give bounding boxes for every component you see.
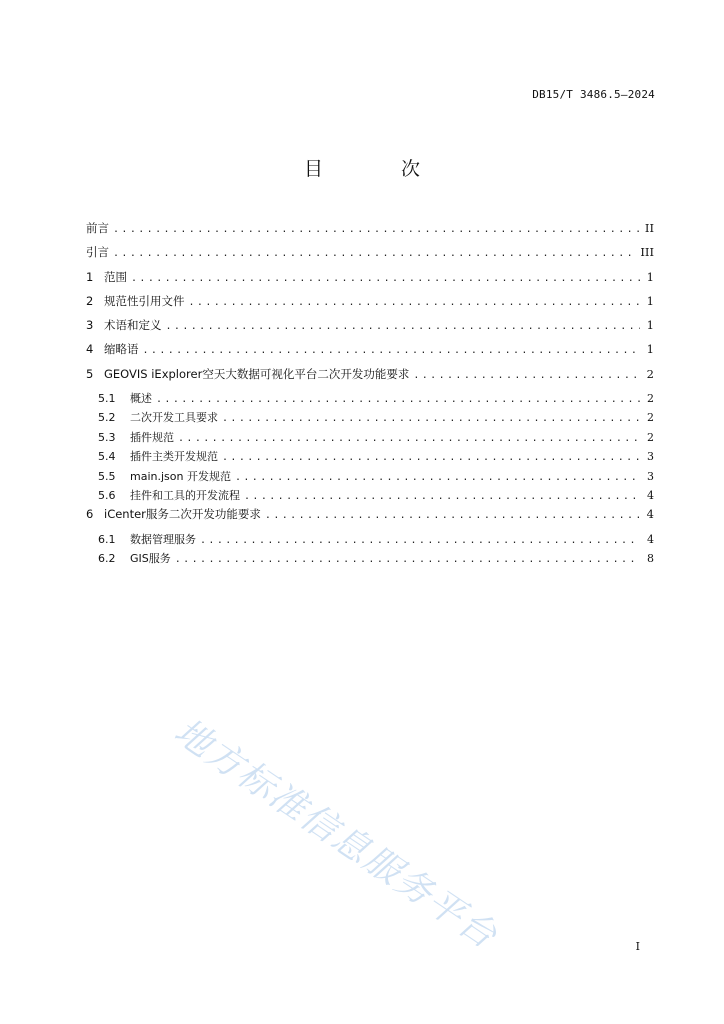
- toc-entry-number: 5.1: [98, 392, 116, 406]
- toc-entry[interactable]: [86, 341, 654, 365]
- toc-entry-page: 1: [646, 342, 654, 357]
- toc-entry-page: II: [644, 221, 654, 235]
- toc-entry[interactable]: [86, 429, 654, 448]
- watermark: 地方标准信息服务平台: [166, 710, 505, 958]
- toc-entry-number: 6.2: [98, 552, 116, 566]
- toc-entry[interactable]: [86, 468, 654, 487]
- page-title: 目 次: [303, 158, 457, 180]
- toc-entry-page: 3: [647, 450, 654, 464]
- toc-leader-dots: [222, 413, 640, 424]
- toc-entry-label: 插件规范: [130, 430, 174, 444]
- toc-entry-page: III: [640, 245, 654, 260]
- footer-page-number: I: [635, 940, 640, 953]
- toc-entry-number: 4: [86, 342, 94, 357]
- toc-entry-label: 概述: [130, 392, 152, 406]
- toc-entry-page: 4: [647, 532, 654, 546]
- toc-entry-page: 3: [647, 469, 654, 483]
- toc-entry[interactable]: [86, 317, 654, 341]
- toc-entry-label: GEOVIS iExplorer空天大数据可视化平台二次开发功能要求: [104, 366, 410, 381]
- toc-entry-page: 2: [646, 366, 654, 381]
- table-of-contents: [86, 220, 654, 570]
- toc-entry-page: 1: [646, 293, 654, 308]
- toc-entry-page: 2: [647, 430, 654, 444]
- toc-entry-page: 1: [646, 318, 654, 333]
- toc-entry-number: 5.6: [98, 489, 116, 503]
- toc-leader-dots: [235, 472, 640, 483]
- toc-entry-number: 2: [86, 293, 94, 308]
- toc-entry-number: 5.2: [98, 411, 116, 425]
- toc-entry-label: 数据管理服务: [130, 532, 196, 546]
- toc-entry-page: 1: [646, 269, 654, 284]
- toc-leader-dots: [175, 554, 640, 565]
- toc-leader-dots: [156, 394, 640, 405]
- toc-entry-number: 5.3: [98, 430, 116, 444]
- toc-leader-dots: [166, 321, 641, 332]
- toc-entry-page: 2: [647, 411, 654, 425]
- toc-entry-label: GIS服务: [130, 552, 171, 566]
- toc-leader-dots: [200, 535, 640, 546]
- toc-entry-label: 术语和定义: [104, 318, 162, 333]
- toc-entry[interactable]: [86, 293, 654, 317]
- toc-entry-page: 2: [647, 392, 654, 406]
- toc-entry-label: 缩略语: [104, 342, 139, 357]
- toc-entry-number: 5: [86, 366, 94, 381]
- toc-entry[interactable]: [86, 506, 654, 530]
- toc-entry-number: 1: [86, 269, 94, 284]
- toc-leader-dots: [131, 273, 640, 284]
- document-code: DB15/T 3486.5—2024: [532, 88, 655, 101]
- toc-entry-number: 6: [86, 507, 94, 522]
- toc-leader-dots: [265, 510, 640, 521]
- toc-entry-label: 挂件和工具的开发流程: [130, 489, 240, 503]
- toc-entry-number: 5.4: [98, 450, 116, 464]
- toc-entry-number: 3: [86, 318, 94, 333]
- toc-entry-page: 4: [647, 489, 654, 503]
- toc-entry[interactable]: [86, 244, 654, 268]
- toc-leader-dots: [222, 452, 640, 463]
- toc-entry[interactable]: [86, 366, 654, 390]
- toc-entry[interactable]: [86, 220, 654, 244]
- toc-entry-label: 插件主类开发规范: [130, 450, 218, 464]
- toc-entry-number: 5.5: [98, 469, 116, 483]
- toc-entry-page: 8: [647, 552, 654, 566]
- toc-entry-page: 4: [646, 507, 654, 522]
- toc-entry[interactable]: [86, 550, 654, 569]
- toc-entry-label: 二次开发工具要求: [130, 411, 218, 425]
- toc-entry[interactable]: [86, 390, 654, 409]
- toc-entry-label: 范围: [104, 269, 127, 284]
- toc-entry[interactable]: [86, 531, 654, 550]
- toc-entry-label: main.json 开发规范: [130, 469, 231, 483]
- toc-leader-dots: [413, 370, 640, 381]
- toc-entry[interactable]: [86, 269, 654, 293]
- toc-entry[interactable]: [86, 409, 654, 428]
- toc-leader-dots: [113, 224, 640, 235]
- toc-entry-label: 前言: [86, 221, 109, 235]
- toc-entry[interactable]: [86, 487, 654, 506]
- toc-entry-label: 引言: [86, 245, 109, 260]
- toc-leader-dots: [189, 297, 641, 308]
- toc-leader-dots: [244, 491, 640, 502]
- toc-leader-dots: [178, 433, 640, 444]
- toc-leader-dots: [143, 345, 641, 356]
- toc-entry-number: 6.1: [98, 532, 116, 546]
- toc-entry[interactable]: [86, 448, 654, 467]
- toc-entry-label: iCenter服务二次开发功能要求: [104, 507, 261, 522]
- toc-entry-label: 规范性引用文件: [104, 293, 185, 308]
- toc-leader-dots: [113, 248, 636, 259]
